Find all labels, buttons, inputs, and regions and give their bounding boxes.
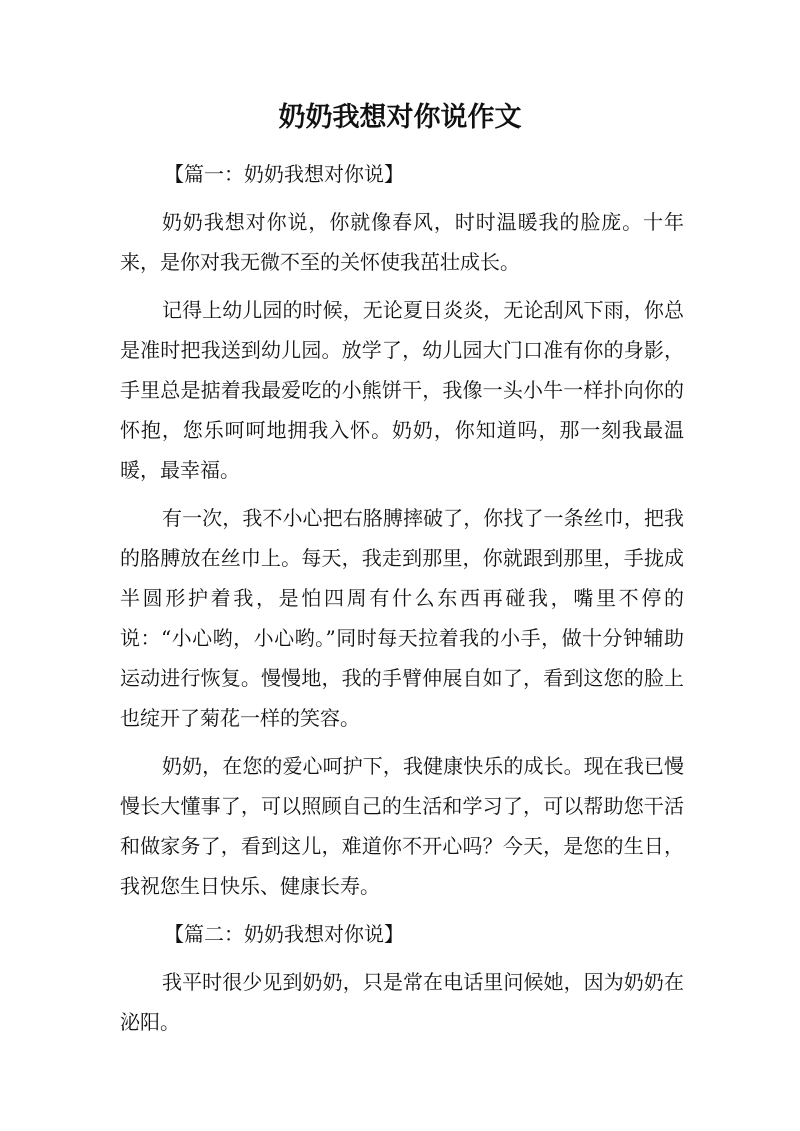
section-heading: 【篇一：奶奶我想对你说】 xyxy=(164,162,404,186)
section-heading: 【篇二：奶奶我想对你说】 xyxy=(164,922,404,946)
paragraph: 我平时很少见到奶奶，只是常在电话里问候她，因为奶奶在泌阳。 xyxy=(120,970,684,1034)
paragraph: 奶奶，在您的爱心呵护下，我健康快乐的成长。现在我已慢慢长大懂事了，可以照顾自己的生活和学习了，可以帮助您干活和做家务了，看到这儿，难道你不开心吗？今天，是您的生日，我祝您生日快乐、健康长寿。 xyxy=(120,754,684,898)
document-body xyxy=(120,154,684,1050)
document-title: 奶奶我想对你说作文 xyxy=(278,102,522,133)
paragraph: 奶奶我想对你说，你就像春风，时时温暖我的脸庞。十年来，是你对我无微不至的关怀使我茁壮成长。 xyxy=(120,210,684,274)
paragraph: 有一次，我不小心把右胳膊摔破了，你找了一条丝巾，把我的胳膊放在丝巾上。每天，我走到那里，你就跟到那里，手拢成半圆形护着我，是怕四周有什么东西再碰我，嘴里不停的说：“小心哟，小心哟。”同时每天拉着我的小手，做十分钟辅助运动进行恢复。慢慢地，我的手臂伸展自如了，看到这您的脸上也绽开了菊花一样的笑容。 xyxy=(120,506,684,730)
paragraph: 记得上幼儿园的时候，无论夏日炎炎，无论刮风下雨，你总是准时把我送到幼儿园。放学了，幼儿园大门口准有你的身影，手里总是掂着我最爱吃的小熊饼干，我像一头小牛一样扑向你的怀抱，您乐呵呵地拥我入怀。奶奶，你知道吗，那一刻我最温暖，最幸福。 xyxy=(120,298,684,482)
